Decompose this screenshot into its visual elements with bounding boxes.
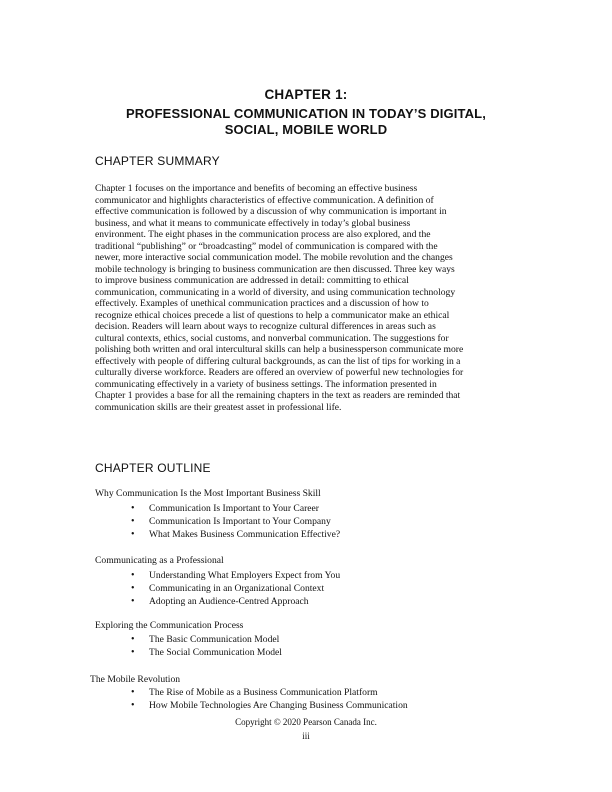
summary-paragraph <box>95 183 521 413</box>
summary-line: Chapter 1 focuses on the importance and benefits of becoming an effective business <box>95 183 418 194</box>
page-number: iii <box>302 731 310 741</box>
summary-line: effectively. Examples of unethical communication practices and a discussion of how to <box>95 298 429 309</box>
summary-line: communicating effectively in a variety of business settings. The information presented in <box>95 378 437 390</box>
chapter-label: CHAPTER 1: <box>264 87 348 102</box>
outline-item-list <box>131 633 282 659</box>
chapter-title <box>0 106 612 138</box>
outline-group-title: Why Communication Is the Most Important Business Skill <box>95 488 321 499</box>
summary-line: communicator and highlights characteristics of effective communication. A definition of <box>95 194 434 206</box>
summary-line: environment. The eight phases in the communication process are also explored, and the <box>95 229 431 240</box>
chapter-title-line: PROFESSIONAL COMMUNICATION IN TODAY’S DIGITAL, <box>125 106 487 121</box>
outline-item: • What Makes Business Communication Effective? <box>131 528 340 541</box>
outline-item: • Understanding What Employers Expect from You <box>131 569 340 582</box>
outline-item: • The Social Communication Model <box>131 646 282 659</box>
summary-line: recognize ethical choices precede a list of questions to help a communicator make an ethical <box>95 309 450 321</box>
outline-heading: CHAPTER OUTLINE <box>95 461 211 475</box>
summary-heading: CHAPTER SUMMARY <box>95 154 220 168</box>
outline-item: • The Rise of Mobile as a Business Communication Platform <box>131 686 408 699</box>
summary-line: to improve business communication are addressed in detail: committing to ethical <box>95 275 409 286</box>
summary-line: business, and what it means to communicate effectively in today’s global business <box>95 217 411 229</box>
outline-item: • The Basic Communication Model <box>131 633 282 646</box>
summary-line: decision. Readers will learn about ways to recognize cultural differences in areas such as <box>95 321 436 332</box>
outline-item-list <box>131 686 408 712</box>
summary-line: communication skills are their greatest asset in professional life. <box>95 401 342 413</box>
summary-line: traditional “publishing” or “broadcasting” model of communication is compared with the <box>95 240 438 252</box>
outline-item: • Communicating in an Organizational Context <box>131 582 340 595</box>
summary-line: mobile technology is bringing to business communication are then discussed. Three key ways <box>95 263 455 275</box>
summary-line: Chapter 1 provides a base for all the remaining chapters in the text as readers are reminded that <box>95 390 461 401</box>
outline-item-list <box>131 502 340 541</box>
outline-group-title: The Mobile Revolution <box>90 674 181 685</box>
outline-group-title: Communicating as a Professional <box>95 555 224 566</box>
copyright-notice: Copyright © 2020 Pearson Canada Inc. <box>235 717 377 727</box>
outline-item-list <box>131 569 340 608</box>
outline-item: • Communication Is Important to Your Career <box>131 502 340 515</box>
outline-item: • How Mobile Technologies Are Changing Business Communication <box>131 699 408 712</box>
outline-item: • Communication Is Important to Your Company <box>131 515 340 528</box>
summary-line: communication, communicating in a world of diversity, and using communication technology <box>95 286 456 298</box>
outline-item: • Adopting an Audience-Centred Approach <box>131 595 340 608</box>
outline-group-title: Exploring the Communication Process <box>95 620 244 631</box>
summary-line: polishing both written and oral intercultural skills can help a businessperson communicate more <box>95 344 464 355</box>
chapter-title-line: SOCIAL, MOBILE WORLD <box>224 122 388 137</box>
summary-line: effectively with people of differing cultural backgrounds, as can the list of tips for working in a <box>95 355 461 367</box>
summary-line: cultural contexts, ethics, social customs, and nonverbal communication. The suggestions for <box>95 332 449 344</box>
summary-line: newer, more interactive social communication model. The mobile revolution and the changes <box>95 252 453 263</box>
summary-line: culturally diverse workforce. Readers are offered an overview of powerful new technologies for <box>95 367 464 378</box>
summary-line: effective communication is followed by a discussion of why communication is important in <box>95 206 447 217</box>
